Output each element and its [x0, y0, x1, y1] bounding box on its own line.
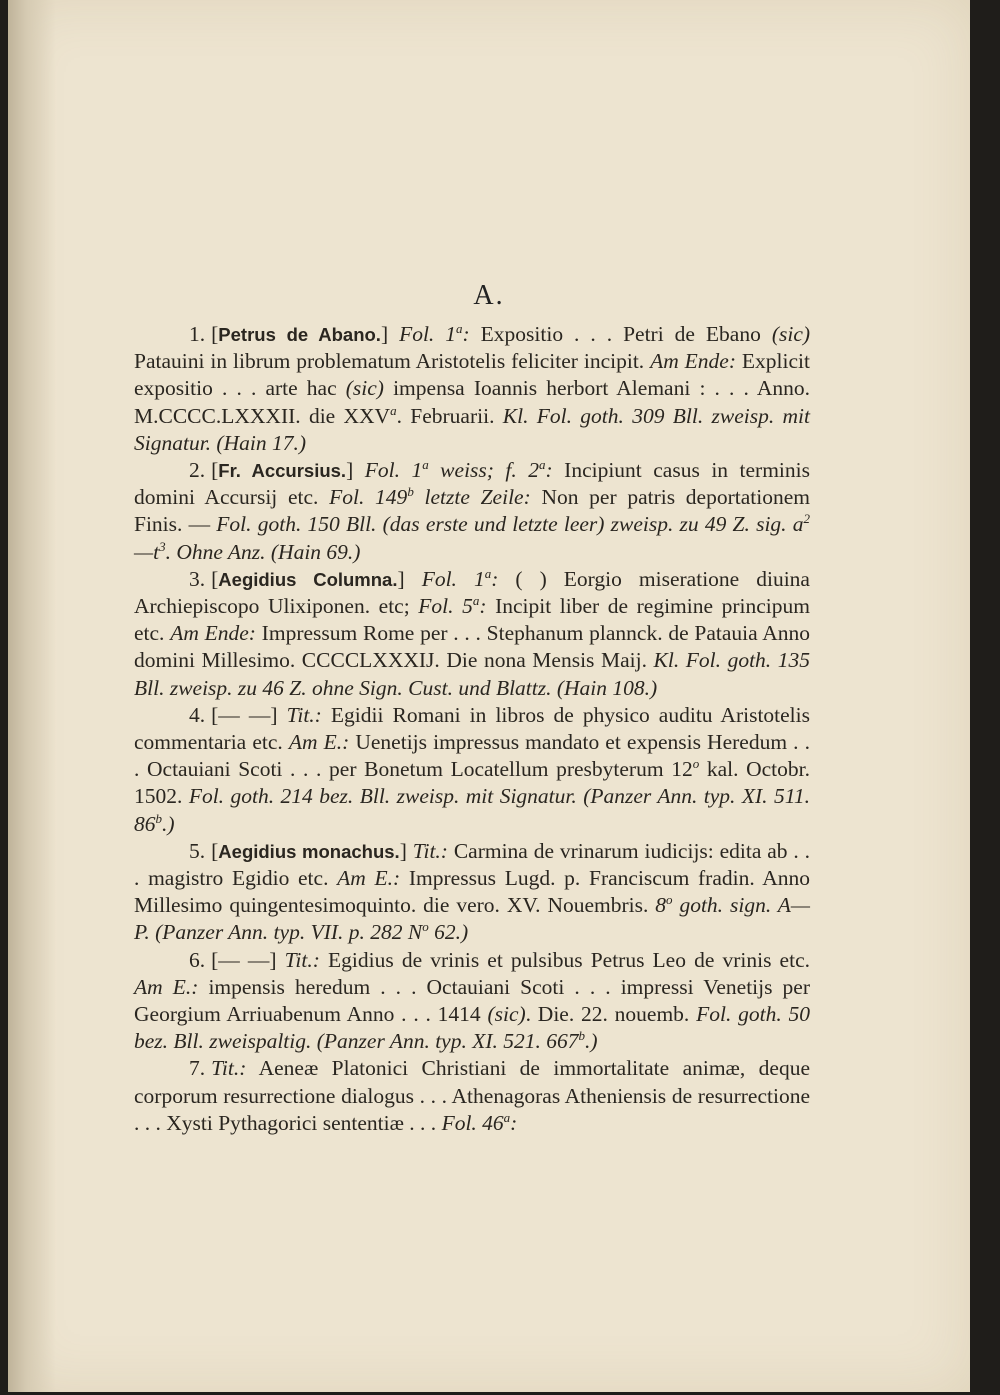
italic-annotation: Am E.:	[337, 866, 401, 891]
superscript: a	[472, 592, 480, 608]
book-gutter	[8, 0, 56, 1392]
entry-text: Patauini in librum problematum Aristotelis feliciter incipit.	[134, 349, 651, 374]
catalog-entry	[134, 321, 810, 457]
entry-text: impensis heredum . . . Octauiani Scoti . . . impressi Venetijs per Georgium Arriuabenum Anno . . . 1414	[134, 974, 811, 1027]
catalog-entry	[134, 566, 810, 702]
superscript: b	[407, 484, 414, 500]
entry-text: [	[211, 838, 219, 863]
superscript: a	[422, 456, 429, 472]
entry-number: 4.	[189, 702, 206, 727]
entry-text: [	[211, 458, 219, 483]
entry-number: 7.	[189, 1056, 206, 1081]
superscript: 2	[803, 511, 810, 527]
page-sheet	[8, 0, 970, 1392]
author-name: Fr. Accursius.	[218, 460, 347, 482]
italic-annotation: :	[479, 594, 496, 619]
entry-number: 6.	[189, 947, 206, 972]
italic-annotation: 62.)	[428, 920, 469, 945]
italic-annotation: Tit.:	[412, 838, 448, 863]
italic-annotation: .)	[162, 811, 175, 836]
italic-annotation: Fol. 1	[364, 458, 423, 483]
italic-annotation: Am E.:	[134, 974, 199, 999]
entry-text: [	[211, 566, 219, 591]
entry-number: 2.	[189, 458, 206, 483]
entry-text: Uenetijs impressus mandato et expensis Heredum . . . Octauiani Scoti . . . per Bonetum Locatellum presbyterum 12	[134, 730, 810, 782]
italic-annotation: goth. sign. A—P. (Panzer Ann. typ. VII. p. 282 N	[134, 893, 810, 945]
italic-annotation: Tit.:	[286, 702, 322, 727]
section-heading: A.	[473, 280, 505, 311]
entry-text: ]	[380, 322, 400, 346]
italic-annotation: :	[545, 458, 565, 483]
entry-text: Incipit liber de regimine principum etc.	[134, 594, 810, 646]
author-name: Petrus de Abano.	[218, 324, 381, 345]
entry-text: ]	[399, 838, 413, 863]
italic-annotation: Fol. 1	[399, 322, 457, 346]
entry-text: . Februarii.	[396, 403, 503, 428]
superscript: o	[422, 919, 429, 935]
entry-text: [— —]	[211, 702, 287, 727]
entry-text: impensa Ioannis herbort Alemani : . . . Anno. M.CCCC.LXXXII. die XXV	[134, 376, 810, 428]
italic-annotation: . Ohne Anz. (Hain 69.)	[165, 539, 361, 564]
superscript: a	[390, 402, 397, 418]
entry-text: [— —]	[211, 947, 285, 972]
catalog-entry	[134, 702, 810, 838]
italic-annotation: Fol. 1	[421, 566, 485, 591]
italic-annotation: (sic)	[345, 376, 384, 401]
italic-annotation: (sic)	[487, 1002, 526, 1027]
superscript: b	[155, 810, 162, 826]
italic-annotation: Fol. goth. 150 Bll. (das erste und letzte leer) zweisp. zu 49 Z. sig. a	[216, 512, 804, 537]
superscript: 3	[159, 538, 166, 554]
entry-number: 1.	[189, 322, 206, 346]
catalog-entry	[134, 457, 810, 566]
italic-annotation: Am E.:	[288, 730, 350, 755]
superscript: o	[692, 756, 700, 772]
entry-text: ( ) Eorgio miseratione diuina Archiepiscopo Ulixiponen. etc;	[134, 566, 810, 619]
catalog-entry	[134, 947, 810, 1056]
entry-text: ]	[397, 566, 422, 591]
italic-annotation: Tit.:	[284, 947, 320, 972]
superscript: a	[503, 1109, 511, 1125]
italic-annotation: .)	[585, 1029, 598, 1054]
italic-annotation: —t	[134, 539, 160, 564]
superscript: o	[666, 892, 673, 908]
entry-text: Egidii Romani in libros de physico auditu Aristotelis commentaria etc.	[134, 702, 810, 755]
italic-annotation: :	[491, 566, 516, 591]
superscript: a	[484, 565, 492, 581]
entry-text: Impressum Rome per . . . Stephanum plannck. de Patauia Anno domini Millesimo. CCCCLXXXIJ. Die nona Mensis Maij.	[134, 621, 810, 673]
italic-annotation: Kl. Fol. goth. 309 Bll. zweisp. mit Signatur. (Hain 17.)	[134, 403, 810, 455]
catalog-entries	[134, 321, 810, 1137]
superscript: a	[456, 320, 463, 336]
italic-annotation: :	[510, 1110, 518, 1135]
italic-annotation: Am Ende:	[170, 621, 256, 646]
entry-text: Carmina de vrinarum iudicijs: edita ab . . . magistro Egidio etc.	[134, 838, 810, 891]
italic-annotation: Am Ende:	[650, 349, 737, 374]
superscript: a	[539, 456, 546, 472]
entry-text: Expositio . . . Petri de Ebano	[480, 322, 772, 346]
superscript: b	[578, 1028, 585, 1044]
catalog-entry	[134, 838, 810, 947]
entry-text: ]	[346, 458, 365, 483]
italic-annotation: letzte Zeile:	[413, 485, 531, 510]
italic-annotation: :	[462, 322, 481, 346]
italic-annotation: Fol. 5	[418, 594, 473, 619]
italic-annotation: weiss; f. 2	[428, 458, 539, 483]
entry-text: Aeneæ Platonici Christiani de immortalitate animæ, deque corporum resurrectione dialogus . . . Athenagoras Atheniensis de resurrectione . . . Xysti Pythagorici sententiæ . . .	[134, 1056, 810, 1135]
entry-text: Explicit expositio . . . arte hac	[134, 349, 810, 401]
entry-text: Non per patris deportationem Finis. —	[134, 485, 810, 537]
entry-text: Impressus Lugd. p. Franciscum fradin. Anno Millesimo quingentesimoquinto. die vero. XV. Nouembris.	[134, 866, 810, 918]
italic-annotation: Fol. 46	[441, 1110, 504, 1135]
author-name: Aegidius monachus.	[218, 840, 400, 862]
italic-annotation: Fol. goth. 50 bez. Bll. zweispaltig. (Panzer Ann. typ. XI. 521. 667	[134, 1002, 810, 1054]
entry-text: Incipiunt casus in terminis domini Accursij etc.	[134, 458, 810, 510]
italic-annotation: Kl. Fol. goth. 135 Bll. zweisp. zu 46 Z. ohne Sign. Cust. und Blattz. (Hain 108.)	[134, 648, 810, 700]
entry-text: kal. Octobr. 1502.	[134, 757, 810, 809]
entry-number: 5.	[189, 838, 206, 863]
entry-text: . Die. 22. nouemb.	[525, 1002, 697, 1027]
entry-number: 3.	[189, 566, 206, 591]
entry-text: [	[211, 322, 219, 346]
catalog-entry	[134, 1055, 810, 1137]
italic-annotation: (sic)	[771, 322, 811, 346]
italic-annotation: 8	[655, 893, 667, 918]
author-name: Aegidius Columna.	[218, 568, 398, 590]
italic-annotation: Tit.:	[211, 1056, 247, 1081]
italic-annotation: Fol. 149	[329, 485, 408, 510]
entry-text: Egidius de vrinis et pulsibus Petrus Leo de vrinis etc.	[319, 947, 810, 972]
italic-annotation: Fol. goth. 214 bez. Bll. zweisp. mit Signatur. (Panzer Ann. typ. XI. 511. 86	[134, 784, 811, 836]
